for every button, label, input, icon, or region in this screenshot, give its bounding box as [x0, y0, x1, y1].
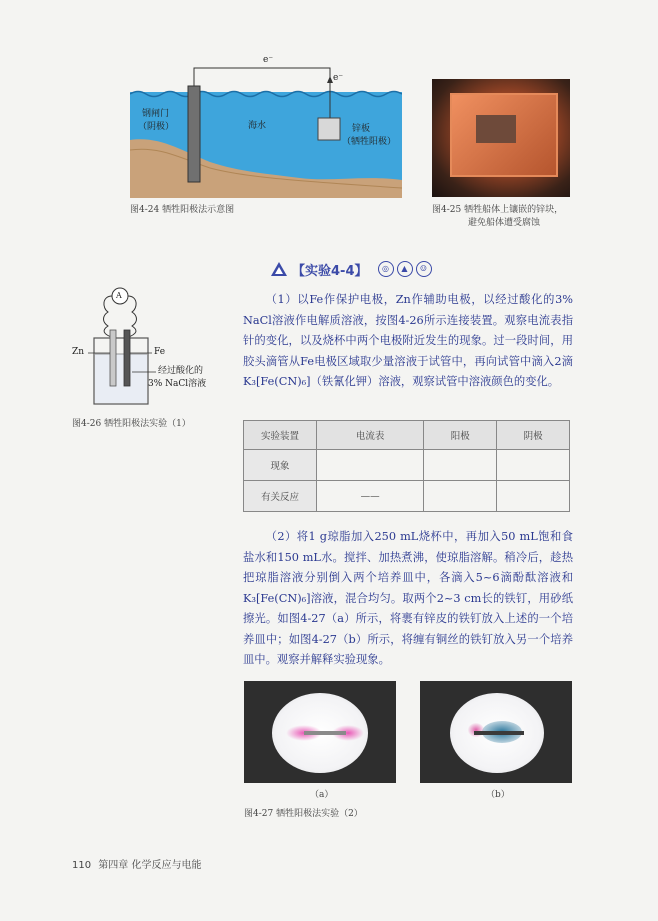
figure-4-27a-photo: [244, 681, 396, 783]
page-footer: [72, 856, 201, 871]
sacrificial-anode-label: （牺牲阳极）: [342, 137, 397, 147]
observation-table: [243, 420, 570, 512]
experiment-paragraph-1: [243, 290, 573, 393]
ammeter-label: A: [116, 291, 122, 300]
figure-4-27b-label: （b）: [486, 790, 510, 800]
goggles-icon: ◎: [378, 261, 394, 277]
solution-label-1: 经过酸化的: [158, 366, 204, 376]
fe-electrode-label: Fe: [154, 347, 166, 357]
table-header-cell: 电流表: [317, 421, 424, 450]
steel-gate: [188, 86, 200, 182]
experiment-step-1-text: （1）以Fe作保护电极，Zn作辅助电极，以经过酸化的3% NaCl溶液作电解质溶液，按图4-26所示连接装置。观察电流表指针的变化，以及烧杯中两个电极附近发生的现象。过一段时间，用胶头滴管从Fe电极区域取少量溶液于试管中，再向试管中滴入2滴K₃[Fe(CN)₆]（铁氰化钾）溶液，观察试管中溶液颜色的变化。: [243, 293, 573, 388]
table-header-row: [244, 421, 570, 450]
experiment-step-2-text: （2）将1 g琼脂加入250 mL烧杯中，再加入50 mL饱和食盐水和150 mL水。搅拌、加热煮沸，使琼脂溶解。稍冷后，趁热把琼脂溶液分别倒入两个培养皿中，各滴入5~6滴酚酞溶液和K₃[Fe(CN)₆]溶液，混合均匀。取两个2~3 cm长的铁钉，用砂纸擦光。如图4-27（a）所示，将裹有锌皮的铁钉放入上述的一个培养皿中；如图4-27（b）所示，将缠有铜丝的铁钉放入另一个培养皿中。观察并解释实验现象。: [243, 530, 573, 666]
figure-4-27b-photo: [420, 681, 572, 783]
row-label-reaction: 有关反应: [244, 481, 317, 512]
steel-gate-label: 钢闸门: [142, 109, 170, 119]
nail-a: [304, 731, 346, 735]
experiment-title: 【实验4-4】: [292, 263, 368, 279]
experiment-heading: [270, 259, 435, 279]
row-label-phenomenon: 现象: [244, 450, 317, 481]
warning-icon: ▲: [397, 261, 413, 277]
solution-label-2: 3% NaCl溶液: [148, 379, 207, 389]
flask-triangle-icon: [270, 261, 288, 277]
experiment-paragraph-2: [243, 527, 573, 671]
table-cell-dash: ——: [317, 481, 424, 512]
table-row: [244, 481, 570, 512]
figure-4-24: [130, 50, 402, 198]
nail-b: [474, 731, 524, 735]
zinc-block: [476, 115, 516, 143]
figure-4-27a-label: （a）: [310, 790, 334, 800]
table-header-cell: 阴极: [497, 421, 570, 450]
figure-4-26: [72, 282, 212, 412]
seawater-label: 海水: [248, 121, 267, 131]
table-cell: [317, 450, 424, 481]
chapter-title: 第四章 化学反应与电能: [98, 860, 202, 871]
figure-4-25-photo: [432, 79, 570, 197]
zn-electrode-label: Zn: [72, 347, 85, 357]
figure-4-24-caption: 图4-24 牺牲阳极法示意图: [130, 205, 235, 215]
figure-4-25-caption-1: 图4-25 牺牲船体上镶嵌的锌块，: [432, 205, 564, 215]
electron-top-label: e⁻: [263, 55, 274, 65]
zinc-plate: [318, 118, 340, 140]
table-header-cell: 实验装置: [244, 421, 317, 450]
table-cell: [424, 481, 497, 512]
hand-wash-icon: ☺: [416, 261, 432, 277]
cathode-label: （阴极）: [138, 122, 175, 132]
electron-side-label: e⁻: [333, 73, 344, 83]
beaker-apparatus: [72, 282, 212, 412]
figure-4-27-caption: 图4-27 牺牲阳极法实验（2）: [244, 809, 363, 819]
table-cell: [497, 481, 570, 512]
table-cell: [497, 450, 570, 481]
figure-4-26-caption: 图4-26 牺牲阳极法实验（1）: [72, 419, 191, 429]
table-row: [244, 450, 570, 481]
page-number: 110: [72, 860, 92, 871]
zinc-label: 锌板: [352, 124, 371, 134]
figure-4-25-caption-2: 避免船体遭受腐蚀: [468, 218, 541, 228]
table-cell: [424, 450, 497, 481]
table-header-cell: 阳极: [424, 421, 497, 450]
